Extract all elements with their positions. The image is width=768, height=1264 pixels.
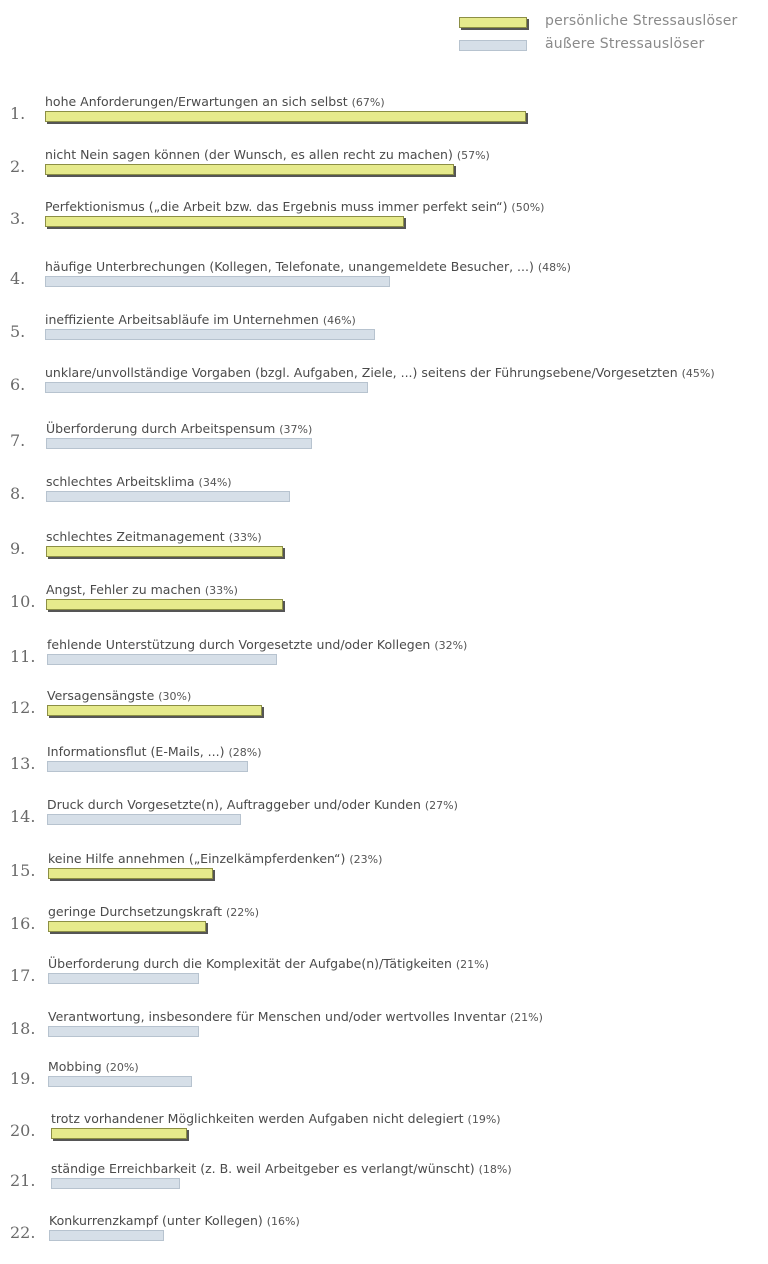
bar-row [0,797,768,837]
bar-value-label: (46%) [322,314,356,327]
bar-label [46,529,262,544]
bar-label-text: Überforderung durch die Komplexität der Aufgabe(n)/Tätigkeiten [48,956,456,971]
bar-label-text: hohe Anforderungen/Erwartungen an sich selbst [45,94,352,109]
rank-number: 8. [10,484,26,503]
rank-number: 14. [10,807,36,826]
bar-value-label: (22%) [226,906,260,919]
bar-row [0,904,768,944]
rank-number: 7. [10,431,26,450]
rank-number: 16. [10,914,36,933]
bar-value-label: (32%) [434,639,468,652]
rank-number: 6. [10,375,26,394]
rank-number: 15. [10,861,36,880]
rank-number: 9. [10,539,26,558]
bar-label [47,688,191,703]
bar-value-label: (27%) [424,799,458,812]
bar-row [0,421,768,461]
bar-value-label: (19%) [467,1113,501,1126]
bar-external [48,1026,199,1037]
bar-external [45,382,368,393]
bar-label [47,797,458,812]
bar-external [47,654,277,665]
rank-number: 19. [10,1069,36,1088]
bar-value-label: (18%) [478,1163,512,1176]
bar-label-text: Mobbing [48,1059,106,1074]
bar-value-label: (23%) [349,853,383,866]
bar-label [48,1059,139,1074]
rank-number: 13. [10,754,36,773]
bar-label-text: Konkurrenzkampf (unter Kollegen) [49,1213,267,1228]
bar-personal [46,599,283,610]
bar-external [45,329,375,340]
bar-row [0,529,768,569]
bar-label [48,851,382,866]
legend-label-external: äußere Stressauslöser [545,36,705,52]
bar-label-text: ständige Erreichbarkeit (z. B. weil Arbeitgeber es verlangt/wünscht) [51,1161,479,1176]
bar-value-label: (21%) [455,958,489,971]
bar-label [47,637,467,652]
bar-label [51,1161,512,1176]
bar-row [0,851,768,891]
rank-number: 1. [10,104,26,123]
rank-number: 5. [10,322,26,341]
bar-label-text: ineffiziente Arbeitsabläufe im Unternehmen [45,312,323,327]
bar-row [0,147,768,187]
bar-label-text: Angst, Fehler zu machen [46,582,205,597]
bar-row [0,312,768,352]
bar-label-text: Versagensängste [47,688,159,703]
bar-row [0,1059,768,1099]
bar-label [45,147,490,162]
bar-label-text: unklare/unvollständige Vorgaben (bzgl. Aufgaben, Ziele, ...) seitens der Führungsebene/Vorgesetzten [45,365,682,380]
bar-label [45,259,571,274]
bar-label [45,199,544,214]
bar-personal [51,1128,187,1139]
bar-row [0,1213,768,1253]
bar-row [0,744,768,784]
bar-label [46,474,232,489]
bar-row [0,1111,768,1151]
bar-label [46,421,312,436]
bar-value-label: (37%) [279,423,313,436]
bar-personal [48,868,213,879]
bar-value-label: (33%) [204,584,238,597]
bar-label-text: trotz vorhandener Möglichkeiten werden Aufgaben nicht delegiert [51,1111,468,1126]
bar-personal [45,164,454,175]
bar-row [0,94,768,134]
bar-external [46,491,290,502]
legend-swatch-personal [459,17,527,28]
bar-external [51,1178,180,1189]
bar-label [46,582,238,597]
bar-external [46,438,312,449]
bar-label [45,94,385,109]
bar-value-label: (30%) [158,690,192,703]
bar-external [47,761,248,772]
bar-value-label: (67%) [351,96,385,109]
bar-label [45,312,356,327]
bar-value-label: (34%) [198,476,232,489]
bar-external [49,1230,164,1241]
bar-row [0,956,768,996]
bar-label-text: nicht Nein sagen können (der Wunsch, es allen recht zu machen) [45,147,457,162]
bar-personal [45,216,404,227]
bar-row [0,1009,768,1049]
bar-personal [47,705,262,716]
rank-number: 21. [10,1171,36,1190]
bar-value-label: (28%) [228,746,262,759]
bar-value-label: (20%) [105,1061,139,1074]
bar-label [45,365,715,380]
rank-number: 4. [10,269,26,288]
bar-value-label: (21%) [509,1011,543,1024]
bar-label [48,1009,543,1024]
rank-number: 22. [10,1223,36,1242]
rank-number: 20. [10,1121,36,1140]
bar-label-text: Druck durch Vorgesetzte(n), Auftraggeber und/oder Kunden [47,797,425,812]
bar-value-label: (50%) [511,201,545,214]
bar-external [45,276,390,287]
bar-personal [45,111,526,122]
rank-number: 17. [10,966,36,985]
legend-swatch-external [459,40,527,51]
bar-row [0,365,768,405]
bar-row [0,582,768,622]
bar-label-text: Überforderung durch Arbeitspensum [46,421,280,436]
bar-label-text: geringe Durchsetzungskraft [48,904,227,919]
rank-number: 18. [10,1019,36,1038]
bar-external [48,973,199,984]
legend-label-personal: persönliche Stressauslöser [545,13,738,29]
bar-label-text: Verantwortung, insbesondere für Menschen und/oder wertvolles Inventar [48,1009,510,1024]
bar-external [47,814,241,825]
bar-label-text: schlechtes Zeitmanagement [46,529,229,544]
rank-number: 12. [10,698,36,717]
bar-label [51,1111,501,1126]
bar-external [48,1076,192,1087]
bar-label-text: keine Hilfe annehmen („Einzelkämpferdenken“) [48,851,350,866]
rank-number: 10. [10,592,36,611]
bar-label [48,904,259,919]
bar-label [49,1213,300,1228]
bar-label [47,744,262,759]
rank-number: 2. [10,157,26,176]
bar-row [0,1161,768,1201]
bar-row [0,688,768,728]
rank-number: 3. [10,209,26,228]
bar-value-label: (16%) [266,1215,300,1228]
bar-row [0,259,768,299]
bar-row [0,637,768,677]
bar-label-text: fehlende Unterstützung durch Vorgesetzte und/oder Kollegen [47,637,435,652]
bar-row [0,199,768,239]
bar-label-text: schlechtes Arbeitsklima [46,474,199,489]
bar-label-text: häufige Unterbrechungen (Kollegen, Telefonate, unangemeldete Besucher, ...) [45,259,538,274]
bar-value-label: (48%) [537,261,571,274]
bar-personal [46,546,283,557]
rank-number: 11. [10,647,36,666]
bar-row [0,474,768,514]
bar-value-label: (57%) [456,149,490,162]
bar-value-label: (33%) [228,531,262,544]
bar-label-text: Perfektionismus („die Arbeit bzw. das Ergebnis muss immer perfekt sein“) [45,199,512,214]
bar-label-text: Informationsflut (E-Mails, ...) [47,744,229,759]
bar-personal [48,921,206,932]
bar-value-label: (45%) [681,367,715,380]
bar-label [48,956,489,971]
